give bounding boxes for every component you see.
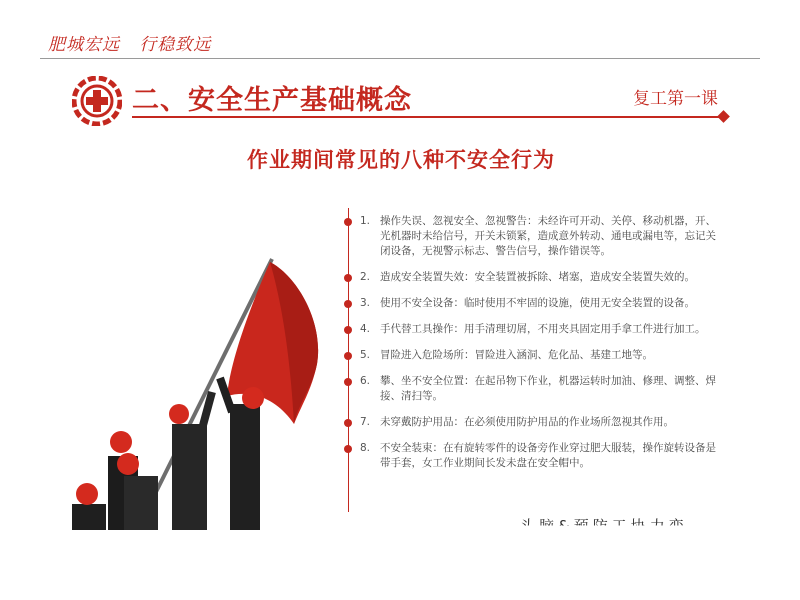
bullet-dot (344, 378, 352, 386)
title-underline (132, 116, 724, 118)
bullet-dot (344, 445, 352, 453)
unsafe-behaviors-list (344, 214, 724, 482)
worker-helmet-2 (169, 404, 189, 424)
list-item (344, 348, 724, 363)
item-text: 攀、坐不安全位置：在起吊物下作业，机器运转时加油、修理、调整、焊接、清扫等。 (380, 375, 716, 402)
list-item (344, 296, 724, 311)
item-text: 未穿戴防护用品：在必须使用防护用品的作业场所忽视其作用。 (380, 416, 674, 428)
item-text: 不安全装束：在有旋转零件的设备旁作业穿过肥大服装，操作旋转设备是带手套，女工作业期间长发未盘在安全帽中。 (380, 442, 716, 469)
item-number: 7. (360, 416, 371, 428)
item-text: 手代替工具操作：用手清理切屑，不用夹具固定用手拿工件进行加工。 (380, 323, 706, 335)
worker-body-1 (230, 404, 260, 530)
item-number: 1. (360, 215, 371, 227)
section-title: 二、安全生产基础概念 (132, 85, 412, 116)
list-item (344, 441, 724, 471)
worker-helmet-1 (242, 387, 264, 409)
list-item (344, 415, 724, 430)
worker-helmet-4 (117, 453, 139, 475)
item-number: 4. (360, 323, 371, 335)
list-item (344, 374, 724, 404)
bullet-dot (344, 326, 352, 334)
slide-subtitle: 作业期间常见的八种不安全行为 (247, 148, 555, 172)
item-text: 冒险进入危险场所：冒险进入涵洞、危化品、基建工地等。 (380, 349, 653, 361)
list-item (344, 322, 724, 337)
worker-body-2 (172, 424, 207, 530)
list-item (344, 214, 724, 259)
item-text: 操作失误、忽视安全、忽视警告：未经许可开动、关停、移动机器，开、光机器时未给信号，开关未锁紧，造成意外转动、通电或漏电等，忘记关闭设备，无视警示标志、警告信号，操作错误等。 (380, 215, 716, 257)
safety-cross-logo-icon (72, 76, 122, 126)
slide (62, 64, 740, 530)
item-number: 8. (360, 442, 371, 454)
lesson-label: 复工第一课 (633, 89, 718, 109)
item-text: 使用不安全设备：临时使用不牢固的设施，使用无安全装置的设备。 (380, 297, 695, 309)
item-text: 造成安全装置失效：安全装置被拆除、堵塞，造成安全装置失效的。 (380, 271, 695, 283)
item-number: 6. (360, 375, 371, 387)
bullet-dot (344, 218, 352, 226)
list-item (344, 270, 724, 285)
motto: 肥城宏远 行稳致远 (48, 35, 212, 55)
worker-helmet-3 (110, 431, 132, 453)
header-divider (40, 58, 760, 59)
item-number: 5. (360, 349, 371, 361)
title-underline-diamond (717, 110, 730, 123)
worker-body-5 (72, 504, 106, 530)
bullet-dot (344, 352, 352, 360)
bullet-dot (344, 274, 352, 282)
worker-body-4 (124, 476, 158, 530)
bullet-dot (344, 300, 352, 308)
item-number: 2. (360, 271, 371, 283)
workers-raising-flag-illustration (62, 214, 332, 530)
bullet-dot (344, 419, 352, 427)
logo-cross-horizontal (86, 97, 108, 105)
worker-helmet-5 (76, 483, 98, 505)
item-number: 3. (360, 297, 371, 309)
